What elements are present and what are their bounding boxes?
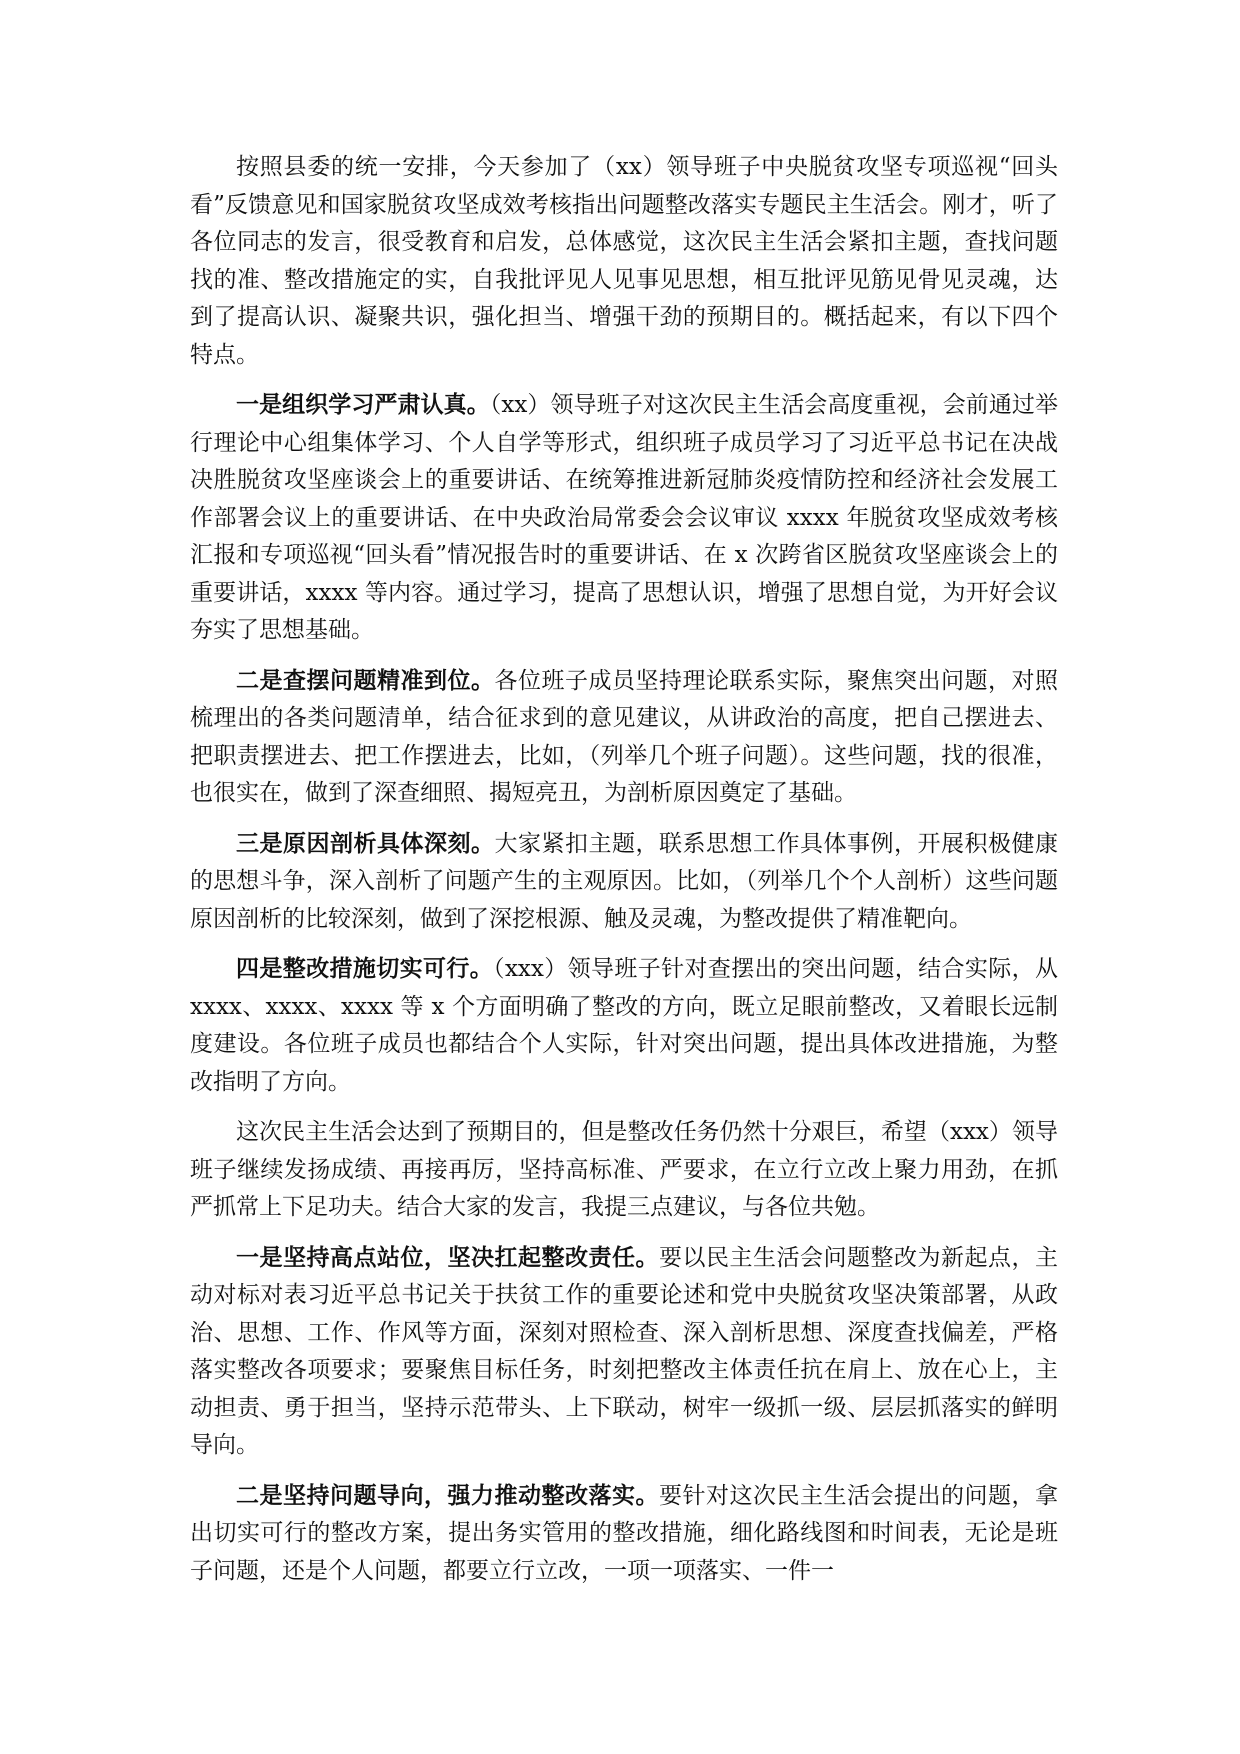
paragraph-text: （xx）领导班子对这次民主生活会高度重视，会前通过举行理论中心组集体学习、个人自学等形式，组织班子成员学习了习近平总书记在决战决胜脱贫攻坚座谈会上的重要讲话、在统筹推进新冠肺炎疫情防控和经济社会发展工作部署会议上的重要讲话、在中央政治局常委会会议审议 xxxx 年脱贫攻坚成效考核汇报和专项巡视“回头看”情况报告时的重要讲话、在 x 次跨省区脱贫攻坚座谈会上的重要讲话，xxxx 等内容。通过学习，提高了思想认识，增强了思想自觉，为开好会议夯实了思想基础。: [190, 392, 1059, 643]
paragraph-suggestion-1: [190, 1239, 1058, 1465]
paragraph-intro: [190, 148, 1058, 374]
paragraph-transition: [190, 1113, 1058, 1227]
paragraph-text: 按照县委的统一安排，今天参加了（xx）领导班子中央脱贫攻坚专项巡视“回头看”反馈意见和国家脱贫攻坚成效考核指出问题整改落实专题民主生活会。刚才，听了各位同志的发言，很受教育和启发，总体感觉，这次民主生活会紧扣主题，查找问题找的准、整改措施定的实，自我批评见人见事见思想，相互批评见筋见骨见灵魂，达到了提高认识、凝聚共识，强化担当、增强干劲的预期目的。概括起来，有以下四个特点。: [190, 154, 1058, 368]
paragraph-feature-4: [190, 950, 1058, 1101]
paragraph-text: 要针对这次民主生活会提出的问题，拿出切实可行的整改方案，提出务实管用的整改措施，细化路线图和时间表，无论是班子问题，还是个人问题，都要立行立改，一项一项落实、一件一: [190, 1482, 1058, 1584]
paragraph-lead: 二是查摆问题精准到位。: [236, 666, 495, 694]
document-body: [190, 148, 1058, 1602]
paragraph-feature-3: [190, 825, 1058, 939]
paragraph-text: 这次民主生活会达到了预期目的，但是整改任务仍然十分艰巨，希望（xxx）领导班子继续发扬成绩、再接再厉，坚持高标准、严要求，在立行立改上聚力用劲，在抓严抓常上下足功夫。结合大家的发言，我提三点建议，与各位共勉。: [190, 1119, 1058, 1220]
paragraph-text: 要以民主生活会问题整改为新起点，主动对标对表习近平总书记关于扶贫工作的重要论述和党中央脱贫攻坚决策部署，从政治、思想、工作、作风等方面，深刻对照检查、深入剖析思想、深度查找偏差，严格落实整改各项要求；要聚焦目标任务，时刻把整改主体责任抗在肩上、放在心上，主动担责、勇于担当，坚持示范带头、上下联动，树牢一级抓一级、层层抓落实的鲜明导向。: [190, 1244, 1058, 1458]
paragraph-feature-2: [190, 662, 1058, 813]
paragraph-lead: 三是原因剖析具体深刻。: [236, 829, 495, 857]
paragraph-lead: 四是整改措施切实可行。: [236, 955, 494, 982]
paragraph-text: （xxx）领导班子针对查摆出的突出问题，结合实际，从 xxxx、xxxx、xxxx 等 x 个方面明确了整改的方向，既立足眼前整改，又着眼长远制度建设。各位班子成员也都结合个人实际，针对突出问题，提出具体改进措施，为整改指明了方向。: [190, 956, 1059, 1095]
paragraph-lead: 二是坚持问题导向，强力推动整改落实。: [236, 1481, 659, 1509]
paragraph-lead: 一是坚持高点站位，坚决扛起整改责任。: [236, 1243, 659, 1271]
paragraph-feature-1: [190, 386, 1058, 650]
paragraph-lead: 一是组织学习严肃认真。: [236, 391, 490, 418]
paragraph-suggestion-2: [190, 1477, 1058, 1591]
paragraph-text: 大家紧扣主题，联系思想工作具体事例，开展积极健康的思想斗争，深入剖析了问题产生的主观原因。比如，（列举几个个人剖析）这些问题原因剖析的比较深刻，做到了深挖根源、触及灵魂，为整改提供了精准靶向。: [190, 830, 1058, 932]
paragraph-text: 各位班子成员坚持理论联系实际，聚焦突出问题，对照梳理出的各类问题清单，结合征求到的意见建议，从讲政治的高度，把自己摆进去、把职责摆进去、把工作摆进去，比如，（列举几个班子问题）。这些问题，找的很准，也很实在，做到了深查细照、揭短亮丑，为剖析原因奠定了基础。: [190, 667, 1058, 806]
